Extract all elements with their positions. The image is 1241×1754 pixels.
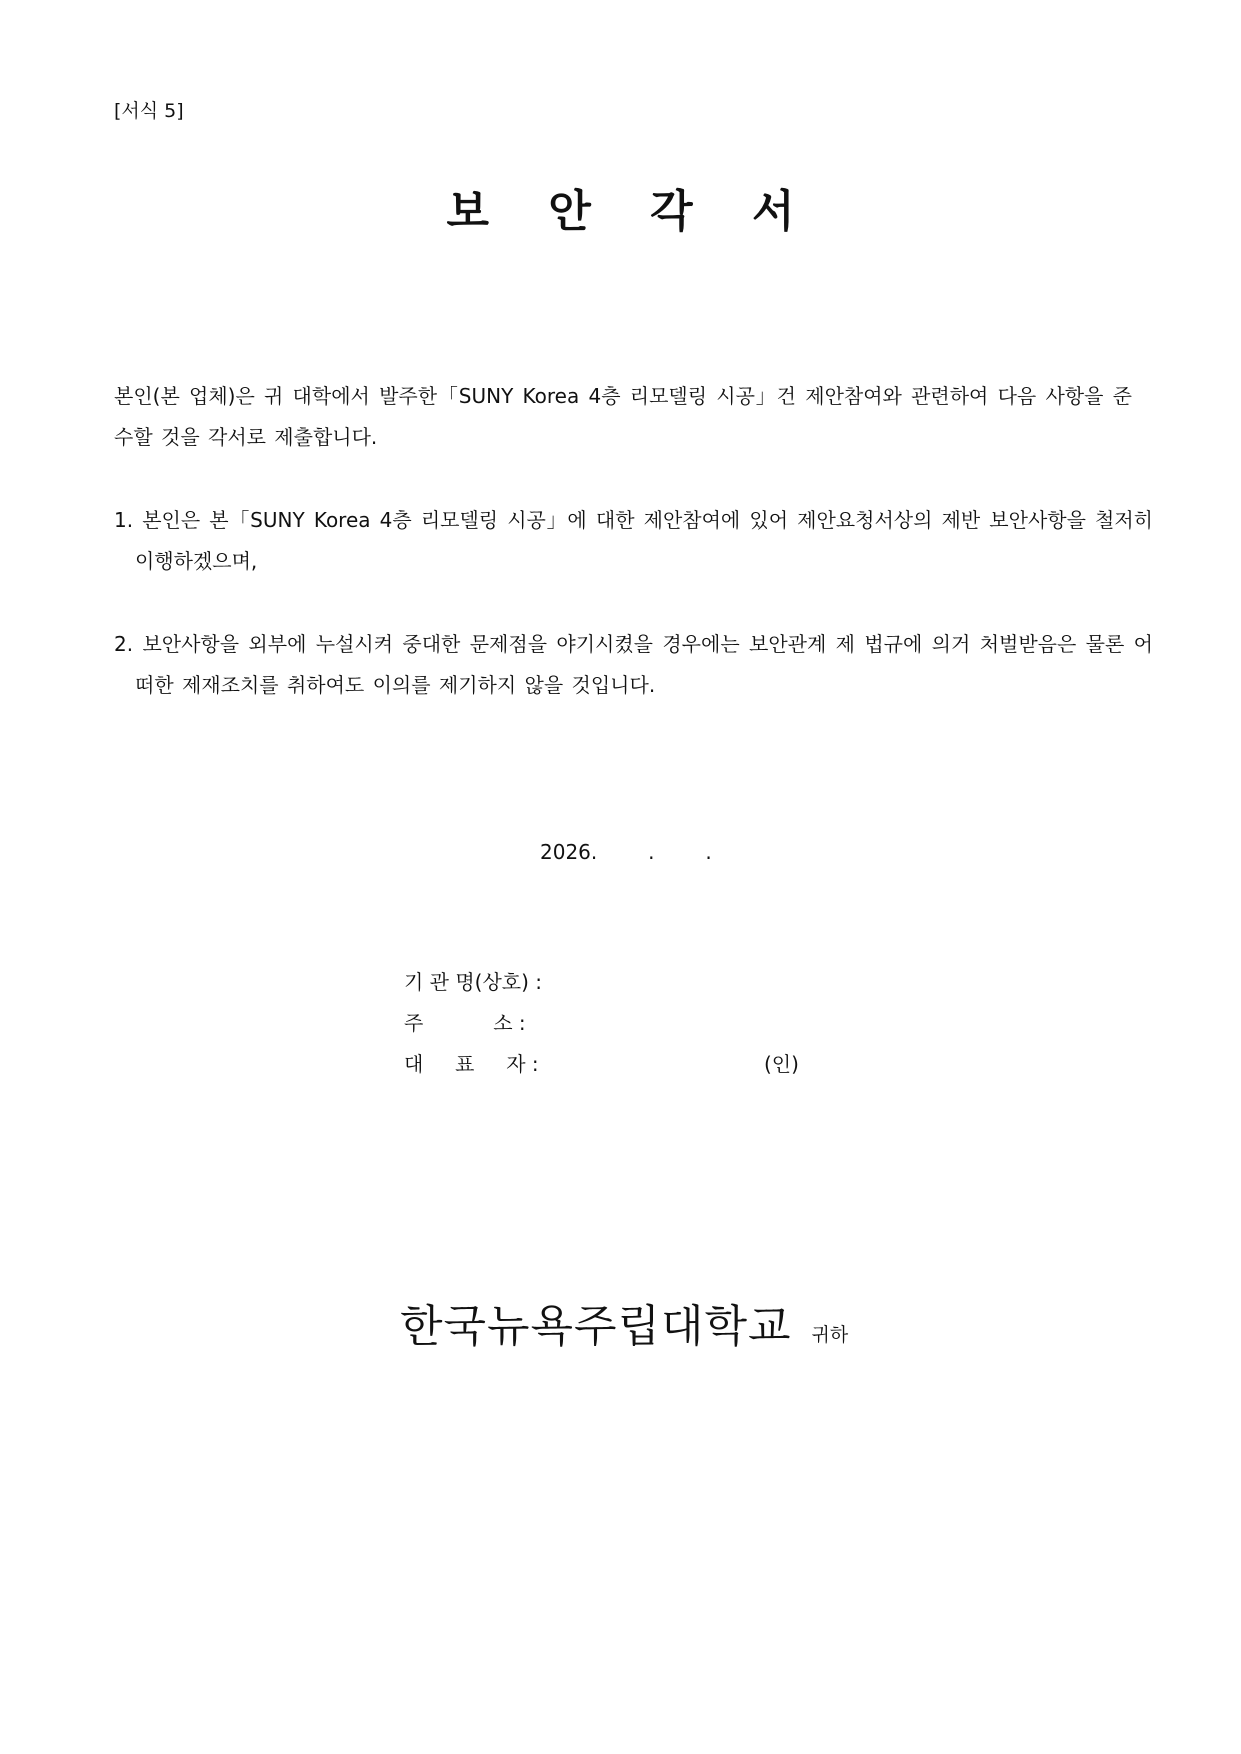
representative-label: 대 표 자 : (404, 1052, 539, 1076)
document-title: 보 안 각 서 (446, 186, 817, 237)
pledge-item-2: 2. 보안사항을 외부에 누설시켜 중대한 문제점을 야기시켰을 경우에는 보안관계 제 법규에 의거 처벌받음은 물론 어떠한 제재조치를 취하여도 이의를 제기하지 않을 것입니다. (114, 632, 1153, 697)
seal-mark: (인) (764, 1052, 799, 1076)
representative-row (404, 1044, 824, 1085)
signature-block (404, 962, 824, 1085)
org-name-label: 기 관 명(상호) : (404, 970, 543, 994)
address-label: 주 소 : (404, 1011, 526, 1035)
form-number-label: [서식 5] (114, 100, 184, 122)
date-line: 2026. . . (540, 840, 712, 864)
pledge-item-1: 1. 본인은 본「SUNY Korea 4층 리모델링 시공」에 대한 제안참여에 있어 제안요청서상의 제반 보안사항을 철저히 이행하겠으며, (114, 508, 1153, 573)
recipient-suffix: 귀하 (811, 1324, 849, 1346)
org-name-row (404, 962, 824, 1003)
recipient-name: 한국뉴욕주립대학교 (400, 1301, 792, 1352)
intro-paragraph: 본인(본 업체)은 귀 대학에서 발주한「SUNY Korea 4층 리모델링 시공」건 제안참여와 관련하여 다음 사항을 준수할 것을 각서로 제출합니다. (114, 384, 1132, 449)
recipient-line (400, 1290, 848, 1354)
address-row (404, 1003, 824, 1044)
